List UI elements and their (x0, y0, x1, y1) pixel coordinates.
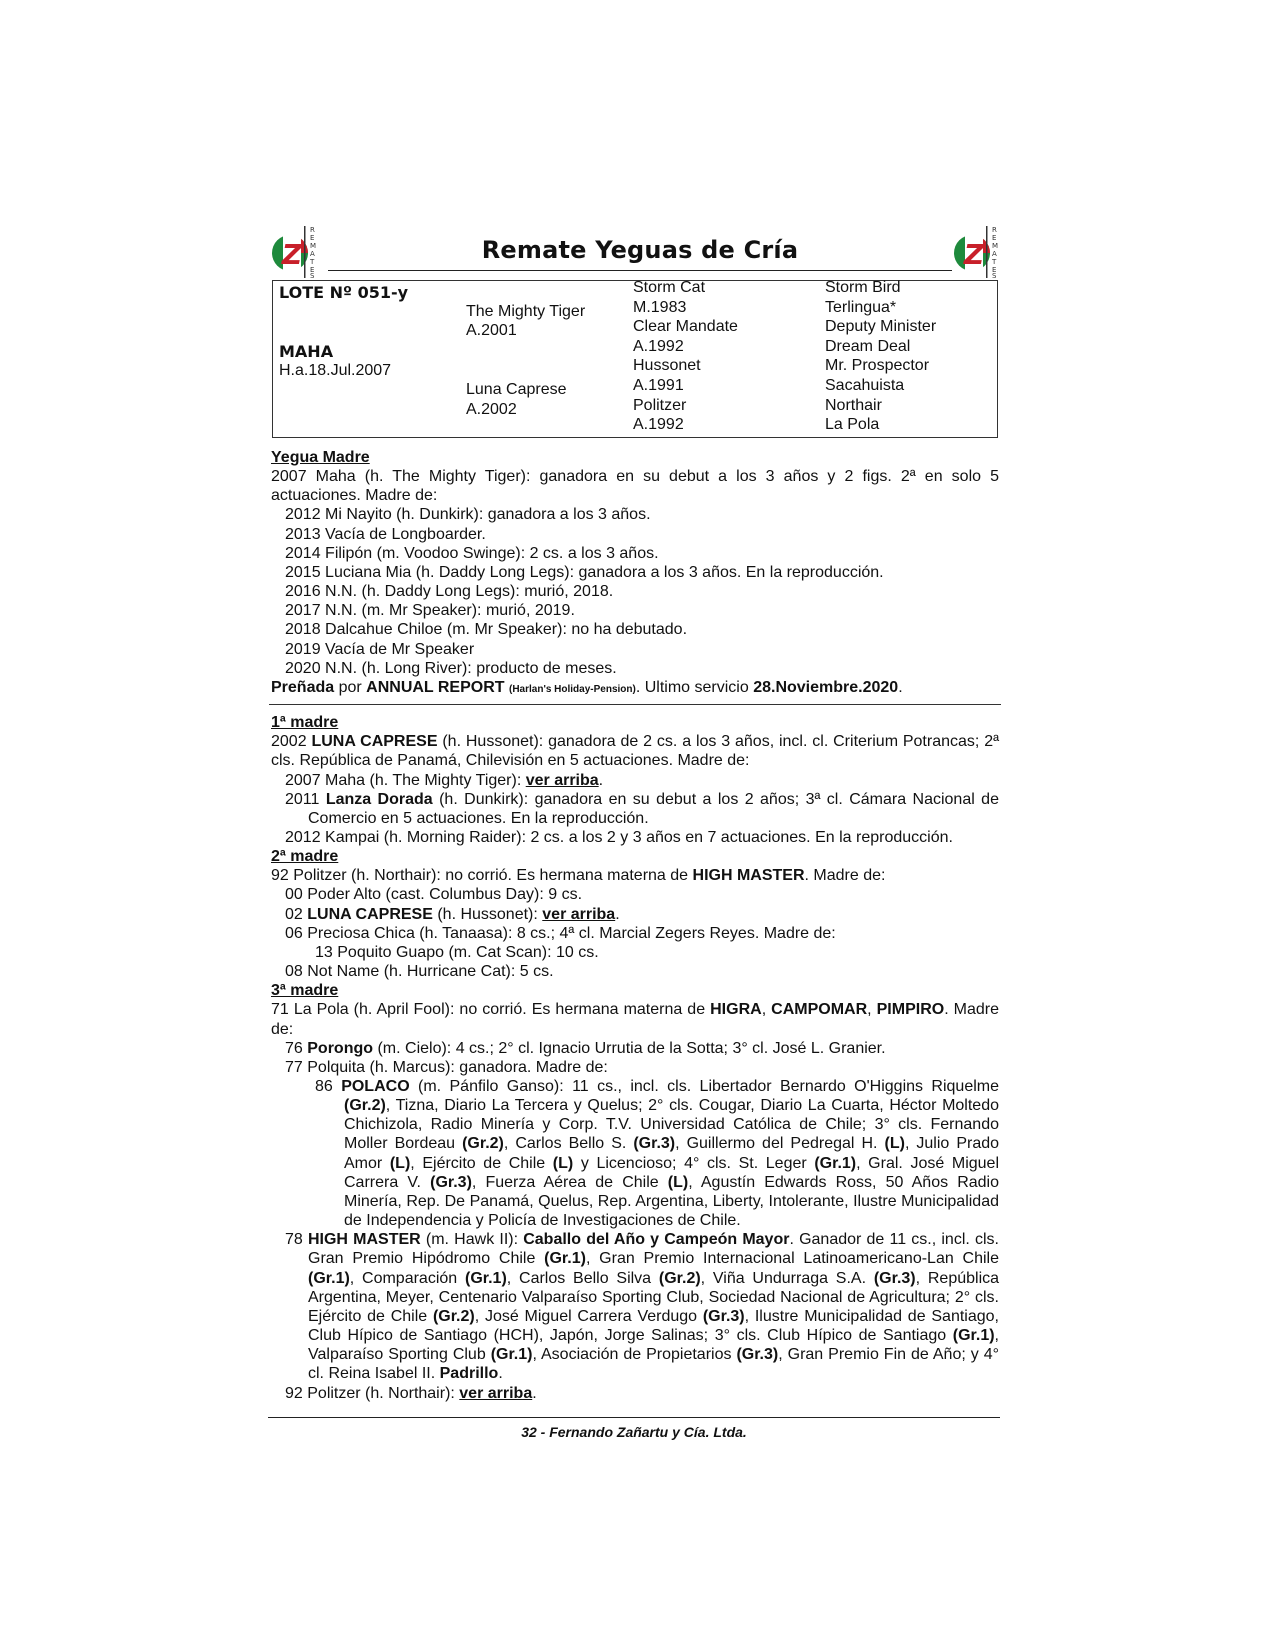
section-heading-yegua-madre: Yegua Madre (271, 449, 370, 466)
lot-number: LOTE Nº 051-y (279, 283, 409, 302)
pedigree-cell: Storm Bird (825, 279, 901, 296)
svg-text:E: E (310, 266, 315, 274)
svg-text:E: E (992, 234, 997, 242)
produce-item: 92 Politzer (h. Northair): ver arriba. (285, 1384, 537, 1402)
svg-text:Z: Z (281, 238, 303, 271)
ver-arriba-link[interactable]: ver arriba (542, 905, 616, 923)
pedigree-cell: Dream Deal (825, 337, 911, 355)
produce-item-high-master: 78 HIGH MASTER (m. Hawk II): Caballo del Año y Campeón Mayor. Ganador de 11 cs., incl. cls. Gran Premio Hipódromo Chile (Gr.1), Gran Premio Internacional Latinoamericano-Lan Chile (Gr.1), Comparación (Gr.1), Carlos Bello Silva (Gr.2), Viña Undurraga S.A. (Gr.3), República Argentina, Meyer, Centenario Valparaíso Sporting Club, Sociedad Nacional de Agricultura; 2° cls. Ejército de Chile (Gr.2), José Miguel Carrera Verdugo (Gr.3), Ilustre Municipalidad de Santiago, Club Hípico de Santiago (HCH), Japón, Jorge Salinas; 3° cls. Club Hípico de Santiago (Gr.1), Valparaíso Sporting Club (Gr.1), Asociación de Propietarios (Gr.3), Gran Premio Fin de Año; y 4° cl. Reina Isabel II. Padrillo. (285, 1231, 1000, 1383)
produce-item: 77 Polquita (h. Marcus): ganadora. Madre de: (285, 1058, 608, 1076)
pedigree-cell: Mr. Prospector (825, 357, 930, 375)
section-divider (269, 704, 1001, 705)
mare-name: MAHA (279, 341, 334, 361)
ver-arriba-link[interactable]: ver arriba (525, 771, 599, 789)
pedigree-cell: A.1992 (633, 337, 684, 355)
pedigree-cell: Clear Mandate (633, 318, 738, 336)
svg-text:E: E (992, 266, 997, 274)
svg-text:E: E (310, 234, 315, 242)
pedigree-cell: Deputy Minister (825, 318, 937, 336)
pedigree-grandparents (633, 278, 738, 435)
produce-item: 76 Porongo (m. Cielo): 4 cs.; 2° cl. Ignacio Urrutia de la Sotta; 3° cl. José L. Granier. (285, 1039, 886, 1057)
produce-item: 2015 Luciana Mia (h. Daddy Long Legs): ganadora a los 3 años. En la reproducción. (285, 563, 884, 581)
produce-item: 2020 N.N. (h. Long River): producto de meses. (285, 659, 617, 677)
produce-item: 2016 N.N. (h. Daddy Long Legs): murió, 2018. (285, 583, 614, 601)
pedigree-cell: M.1983 (633, 298, 687, 316)
second-dam-intro: 92 Politzer (h. Northair): no corrió. Es hermana materna de HIGH MASTER. Madre de: (271, 867, 886, 885)
section-heading-1st-dam: 1ª madre (271, 714, 339, 732)
pedigree-cell: A.1991 (633, 376, 684, 394)
produce-item: 2017 N.N. (m. Mr Speaker): murió, 2019. (285, 602, 575, 620)
sire-name: The Mighty Tiger (466, 302, 586, 320)
third-dam-intro: 71 La Pola (h. April Fool): no corrió. Es hermana materna de HIGRA, CAMPOMAR, PIMPIRO. Madre de: (271, 1001, 1000, 1038)
produce-item: 2012 Mi Nayito (h. Dunkirk): ganadora a los 3 años. (285, 506, 651, 524)
yegua-madre-intro: 2007 Maha (h. The Mighty Tiger): ganadora en su debut a los 3 años y 2 figs. 2ª en solo 5 actuaciones. Madre de: (271, 468, 999, 505)
company-logo-right (952, 226, 1006, 278)
produce-item: 00 Poder Alto (cast. Columbus Day): 9 cs. (285, 886, 583, 904)
page-footer: 32 - Fernando Zañartu y Cía. Ltda. (521, 1424, 747, 1440)
pedigree-cell: Politzer (633, 396, 687, 414)
section-heading-2nd-dam: 2ª madre (271, 848, 339, 866)
pedigree-cell: Terlingua* (825, 298, 897, 316)
pedigree-cell: Northair (825, 396, 882, 414)
produce-item: 2012 Kampai (h. Morning Raider): 2 cs. a los 2 y 3 años en 7 actuaciones. En la reproducción. (285, 828, 953, 846)
produce-item: 08 Not Name (h. Hurricane Cat): 5 cs. (285, 963, 554, 981)
svg-text:A: A (992, 250, 997, 258)
pedigree-parents (466, 282, 585, 419)
pedigree-cell: Hussonet (633, 357, 701, 375)
company-logo-left (270, 226, 324, 278)
svg-text:T: T (310, 258, 315, 266)
produce-item: 2007 Maha (h. The Mighty Tiger): ver arriba. (285, 771, 604, 789)
pedigree-cell: Storm Cat (633, 279, 706, 296)
svg-text:T: T (992, 258, 997, 266)
svg-text:M: M (992, 242, 999, 250)
produce-item: 2019 Vacía de Mr Speaker (285, 640, 475, 658)
produce-item: 2014 Filipón (m. Voodoo Swinge): 2 cs. a los 3 años. (285, 544, 659, 562)
footer-rule (268, 1417, 1000, 1418)
svg-text:A: A (310, 250, 315, 258)
produce-subitem-polaco: 86 POLACO (m. Pánfilo Ganso): 11 cs., incl. cls. Libertador Bernardo O'Higgins Riquelme (Gr.2), Tizna, Diario La Tercera y Quelus; 2° cls. Cougar, Diario La Cuarta, Héctor Moltedo Chichizola, Radio Minería y Corp. T.V. Universidad Católica de Chile; 3° cls. Fernando Moller Bordeau (Gr.2), Carlos Bello S. (Gr.3), Guillermo del Pedregal H. (L), Julio Prado Amor (L), Ejército de Chile (L) y Licencioso; 4° cls. St. Leger (Gr.1), Gral. José Miguel Carrera V. (Gr.3), Fuerza Aérea de Chile (L), Agustín Edwards Ross, 50 Años Radio Minería, Rep. De Panamá, Quelus, Rep. Argentina, Liberty, Intolerante, Ilustre Municipalidad de Independencia y Policía de Investigaciones de Chile. (315, 1078, 1000, 1230)
dam-year: A.2002 (466, 400, 517, 418)
svg-text:R: R (992, 226, 997, 234)
produce-item: 2018 Dalcahue Chiloe (m. Mr Speaker): no ha debutado. (285, 621, 688, 639)
produce-item: 02 LUNA CAPRESE (h. Hussonet): ver arriba. (285, 905, 620, 923)
produce-record (271, 448, 999, 1403)
pedigree-great-grandparents (825, 278, 936, 435)
pregnancy-status: Preñada por ANNUAL REPORT (Harlan's Holiday-Pension). Ultimo servicio 28.Noviembre.2020. (271, 678, 903, 696)
svg-text:M: M (310, 242, 317, 250)
ver-arriba-link[interactable]: ver arriba (459, 1384, 533, 1402)
pedigree-box (272, 280, 998, 438)
pedigree-cell: Sacahuista (825, 376, 905, 394)
svg-text:Z: Z (963, 238, 985, 271)
first-dam-intro: 2002 LUNA CAPRESE (h. Hussonet): ganadora de 2 cs. a los 3 años, incl. cl. Criterium Potrancas; 2ª cls. República de Panamá, Chilevisión en 5 actuaciones. Madre de: (271, 733, 1000, 770)
pedigree-cell: A.1992 (633, 416, 684, 434)
svg-text:S: S (992, 272, 997, 278)
pedigree-cell: La Pola (825, 416, 880, 434)
svg-text:R: R (310, 226, 315, 234)
mare-birth: H.a.18.Jul.2007 (279, 362, 392, 380)
svg-text:S: S (310, 272, 315, 278)
produce-item: 06 Preciosa Chica (h. Tanaasa): 8 cs.; 4ª cl. Marcial Zegers Reyes. Madre de: (285, 924, 836, 942)
produce-item: 2013 Vacía de Longboarder. (285, 525, 486, 543)
title-rule (328, 270, 952, 271)
section-heading-3rd-dam: 3ª madre (271, 982, 339, 1000)
dam-name: Luna Caprese (466, 380, 567, 398)
produce-item: 2011 Lanza Dorada (h. Dunkirk): ganadora en su debut a los 2 años; 3ª cl. Cámara Nacional de Comercio en 5 actuaciones. En la reproducción. (285, 790, 999, 827)
produce-subitem: 13 Poquito Guapo (m. Cat Scan): 10 cs. (315, 943, 599, 961)
page-title: Remate Yeguas de Cría (481, 236, 799, 264)
lot-info (279, 283, 408, 381)
sire-year: A.2001 (466, 322, 517, 340)
